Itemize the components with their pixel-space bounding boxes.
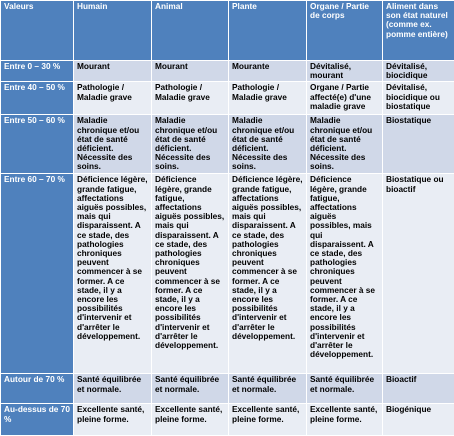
table-cell: Déficience légère, grande fatigue, affectations aiguës possibles, mais qui disparaissent. A ce stade, des pathologies chroniques peuvent commencer à se former. A ce stade, il y a encore les possibilités d'intervenir et d'arrêter le développement.	[307, 174, 383, 374]
table-row	[1, 174, 454, 374]
header-cell-plante: Plante	[229, 1, 307, 61]
row-label: Entre 40 – 50 %	[1, 82, 74, 115]
table-cell: Santé équilibrée et normale.	[74, 374, 152, 404]
table-cell: Excellente santé, pleine forme.	[74, 404, 152, 436]
table-cell: Excellente santé, pleine forme.	[152, 404, 229, 436]
header-cell-valeurs: Valeurs	[1, 1, 74, 61]
table-cell: Organe / Partie affecté(e) d'une maladie grave	[307, 82, 383, 115]
table-cell: Pathologie / Maladie grave	[152, 82, 229, 115]
row-label: Autour de 70 %	[1, 374, 74, 404]
table-cell: Maladie chronique et/ou état de santé déficient. Nécessite des soins.	[152, 115, 229, 174]
table-cell: Déficience légère, grande fatigue, affectations aiguës possibles, mais qui disparaissent. A ce stade, des pathologies chroniques peuvent commencer à se former. A ce stade, il y a encore les possibilités d'intervenir et d'arrêter le développement.	[229, 174, 307, 374]
header-cell-animal: Animal	[152, 1, 229, 61]
table-cell: Maladie chronique et/ou état de santé déficient. Nécessite des soins.	[307, 115, 383, 174]
table-cell: Maladie chronique et/ou état de santé déficient. Nécessite des soins.	[74, 115, 152, 174]
table-cell: Pathologie / Maladie grave	[74, 82, 152, 115]
table-cell: Dévitalisé, biocidique ou biostatique	[383, 82, 454, 115]
header-cell-humain: Humain	[74, 1, 152, 61]
row-label: Entre 0 – 30 %	[1, 61, 74, 82]
table-cell: Dévitalisé, mourant	[307, 61, 383, 82]
table-cell: Santé équilibrée et normale.	[229, 374, 307, 404]
table-cell: Pathologie / Maladie grave	[229, 82, 307, 115]
table-cell: Biostatique	[383, 115, 454, 174]
table-cell: Santé équilibrée et normale.	[152, 374, 229, 404]
table-cell: Déficience légère, grande fatigue, affectations aiguës possibles, mais qui disparaissent. A ce stade, des pathologies chroniques peuvent commencer à se former. A ce stade, il y a encore les possibilités d'intervenir et d'arrêter le développement.	[74, 174, 152, 374]
table-row	[1, 404, 454, 436]
table-cell: Dévitalisé, biocidique	[383, 61, 454, 82]
table-cell: Mourante	[229, 61, 307, 82]
table-cell: Biogénique	[383, 404, 454, 436]
table-row	[1, 82, 454, 115]
header-cell-organe: Organe / Partie de corps	[307, 1, 383, 61]
row-label: Entre 50 – 60 %	[1, 115, 74, 174]
table-row	[1, 374, 454, 404]
header-cell-aliment: Aliment dans son état naturel (comme ex. pomme entière)	[383, 1, 454, 61]
table-row	[1, 61, 454, 82]
table-cell: Biostatique ou bioactif	[383, 174, 454, 374]
table-row	[1, 115, 454, 174]
row-label: Entre 60 – 70 %	[1, 174, 74, 374]
table-cell: Excellente santé, pleine forme.	[307, 404, 383, 436]
table-cell: Mourant	[152, 61, 229, 82]
table-cell: Santé équilibrée et normale.	[307, 374, 383, 404]
row-label: Au-dessus de 70 %	[1, 404, 74, 436]
table-cell: Excellente santé, pleine forme.	[229, 404, 307, 436]
table-cell: Bioactif	[383, 374, 454, 404]
table-cell: Maladie chronique et/ou état de santé déficient. Nécessite des soins.	[229, 115, 307, 174]
header-row	[1, 1, 454, 61]
table-cell: Mourant	[74, 61, 152, 82]
table-cell: Déficience légère, grande fatigue, affectations aiguës possibles, mais qui disparaissent. A ce stade, des pathologies chroniques peuvent commencer à se former. A ce stade, il y a encore les possibilités d'intervenir et d'arrêter le développement.	[152, 174, 229, 374]
